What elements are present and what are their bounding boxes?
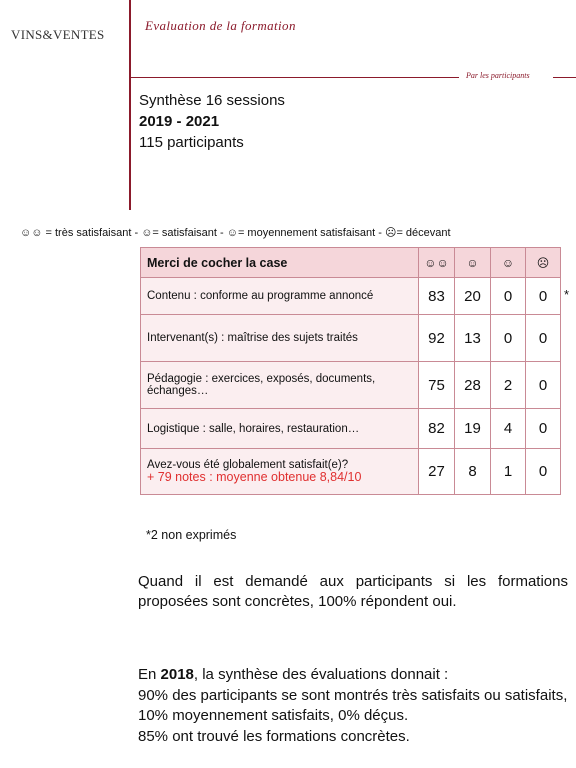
cell-satisfied: 20 xyxy=(455,278,491,315)
table-row xyxy=(141,362,561,409)
cell-disappointed: 0 xyxy=(526,362,561,409)
row-label-overall xyxy=(141,449,419,495)
table-row xyxy=(141,278,561,315)
cell-neutral: 2 xyxy=(491,362,526,409)
cell-neutral: 0 xyxy=(491,315,526,362)
intro-prefix: En xyxy=(138,666,161,683)
document-title: Evaluation de la formation xyxy=(145,18,296,33)
horizontal-divider-right xyxy=(553,77,576,78)
overall-question: Avez-vous été globalement satisfait(e)? xyxy=(147,459,349,471)
cell-neutral: 4 xyxy=(491,409,526,449)
asterisk-marker: * xyxy=(564,287,570,302)
comparison-satisfaction: 90% des participants se sont montrés très satisfaits ou satisfaits, 10% moyennement satisfaits, 0% déçus. xyxy=(138,686,568,724)
cell-very-satisfied: 82 xyxy=(419,409,455,449)
table-row xyxy=(141,409,561,449)
row-label: Intervenant(s) : maîtrise des sujets traités xyxy=(141,315,419,362)
row-label: Pédagogie : exercices, exposés, documents, échanges… xyxy=(141,362,419,409)
smiley-legend: ☺☺ = très satisfaisant - ☺= satisfaisant - ☺= moyennement satisfaisant - ☹= décevant xyxy=(20,227,451,239)
row-label: Logistique : salle, horaires, restauration… xyxy=(141,409,419,449)
row-label: Contenu : conforme au programme annoncé xyxy=(141,278,419,315)
table-header-row xyxy=(141,248,561,278)
cell-disappointed: 0 xyxy=(526,449,561,495)
neutral-icon: ☺ xyxy=(491,248,526,278)
disappointed-icon: ☹ xyxy=(526,248,561,278)
question-header: Merci de cocher la case xyxy=(141,248,419,278)
cell-very-satisfied: 92 xyxy=(419,315,455,362)
satisfied-icon: ☺ xyxy=(455,248,491,278)
table-row xyxy=(141,449,561,495)
cell-very-satisfied: 27 xyxy=(419,449,455,495)
cell-satisfied: 19 xyxy=(455,409,491,449)
cell-very-satisfied: 83 xyxy=(419,278,455,315)
footnote: *2 non exprimés xyxy=(146,528,237,542)
summary-years: 2019 - 2021 xyxy=(139,113,220,130)
concrete-paragraph: Quand il est demandé aux participants si les formations proposées sont concrètes, 100% répondent oui. xyxy=(138,573,568,610)
cell-neutral: 0 xyxy=(491,278,526,315)
cell-disappointed: 0 xyxy=(526,409,561,449)
summary-sessions: Synthèse 16 sessions xyxy=(139,92,285,109)
cell-very-satisfied: 75 xyxy=(419,362,455,409)
cell-satisfied: 28 xyxy=(455,362,491,409)
byline: Par les participants xyxy=(466,71,530,80)
comparison-paragraph xyxy=(138,665,570,747)
cell-disappointed: 0 xyxy=(526,315,561,362)
table-row xyxy=(141,315,561,362)
cell-satisfied: 13 xyxy=(455,315,491,362)
cell-neutral: 1 xyxy=(491,449,526,495)
brand-logo: VINS&VENTES xyxy=(11,27,105,42)
summary-block xyxy=(139,90,285,153)
comparison-intro xyxy=(138,665,570,686)
vertical-divider xyxy=(129,0,131,210)
cell-satisfied: 8 xyxy=(455,449,491,495)
overall-score-note: + 79 notes : moyenne obtenue 8,84/10 xyxy=(147,470,362,484)
intro-year: 2018 xyxy=(160,666,194,683)
evaluation-table xyxy=(140,247,561,495)
summary-participants: 115 participants xyxy=(139,134,244,151)
very-satisfied-icon: ☺☺ xyxy=(419,248,455,278)
comparison-concrete: 85% ont trouvé les formations concrètes. xyxy=(138,727,410,745)
intro-suffix: , la synthèse des évaluations donnait : xyxy=(193,666,449,683)
cell-disappointed: 0 xyxy=(526,278,561,315)
horizontal-divider xyxy=(129,77,459,78)
